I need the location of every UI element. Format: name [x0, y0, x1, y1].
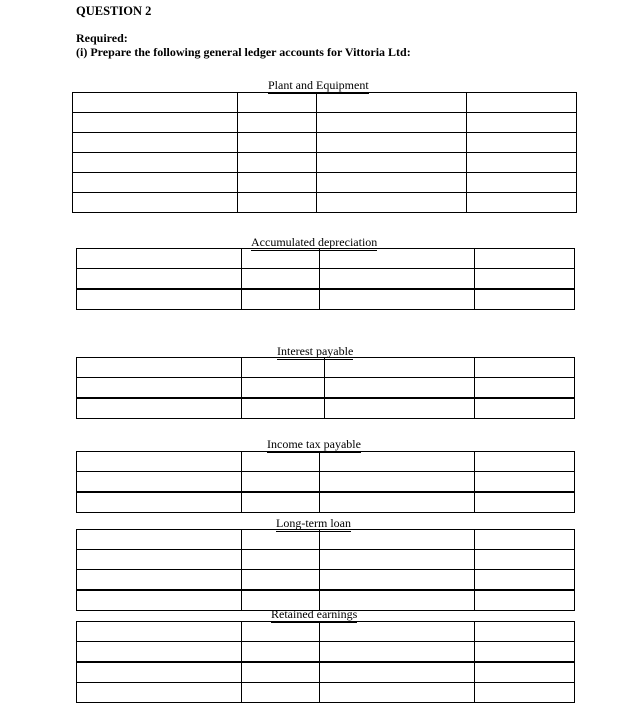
ledger-cell[interactable] [238, 133, 317, 153]
ledger-row [77, 492, 575, 513]
ledger-cell[interactable] [317, 113, 467, 133]
ledger-row [73, 113, 577, 133]
ledger-cell[interactable] [242, 378, 325, 399]
ledger-row [77, 550, 575, 570]
ledger-cell[interactable] [242, 622, 320, 642]
ledger-cell[interactable] [242, 269, 320, 290]
ledger-cell[interactable] [325, 358, 475, 378]
ledger-cell[interactable] [320, 642, 475, 663]
ledger-cell[interactable] [242, 570, 320, 591]
ledger-row [77, 289, 575, 310]
ledger-cell[interactable] [73, 173, 238, 193]
question-heading: QUESTION 2 [76, 4, 152, 18]
ledger-cell[interactable] [320, 622, 475, 642]
ledger-cell[interactable] [77, 570, 242, 591]
ledger-cell[interactable] [77, 662, 242, 683]
ledger-cell[interactable] [317, 173, 467, 193]
ledger-cell[interactable] [77, 590, 242, 611]
ledger-retained-earnings [76, 621, 575, 703]
ledger-cell[interactable] [475, 642, 575, 663]
ledger-row [77, 452, 575, 472]
ledger-cell[interactable] [317, 133, 467, 153]
ledger-cell[interactable] [467, 193, 577, 213]
ledger-cell[interactable] [467, 173, 577, 193]
ledger-cell[interactable] [475, 269, 575, 290]
ledger-row [73, 193, 577, 213]
account-title-text: Long-term loan [276, 516, 351, 530]
ledger-cell[interactable] [238, 113, 317, 133]
ledger-row [77, 530, 575, 550]
ledger-cell[interactable] [77, 530, 242, 550]
ledger-cell[interactable] [475, 398, 575, 419]
ledger-cell[interactable] [77, 492, 242, 513]
ledger-long-term-loan [76, 529, 575, 611]
ledger-cell[interactable] [475, 662, 575, 683]
ledger-cell[interactable] [325, 378, 475, 399]
required-label: Required: [76, 31, 128, 45]
ledger-row [77, 249, 575, 269]
account-title-plant-equipment [268, 78, 369, 93]
ledger-cell[interactable] [77, 452, 242, 472]
ledger-cell[interactable] [467, 113, 577, 133]
ledger-cell[interactable] [77, 550, 242, 570]
ledger-cell[interactable] [77, 642, 242, 663]
ledger-cell[interactable] [475, 550, 575, 570]
ledger-cell[interactable] [242, 530, 320, 550]
ledger-cell[interactable] [475, 622, 575, 642]
ledger-cell[interactable] [320, 570, 475, 591]
ledger-row [77, 622, 575, 642]
ledger-cell[interactable] [475, 452, 575, 472]
ledger-cell[interactable] [320, 269, 475, 290]
ledger-cell[interactable] [320, 550, 475, 570]
ledger-cell[interactable] [238, 173, 317, 193]
ledger-row [77, 642, 575, 663]
ledger-cell[interactable] [77, 472, 242, 493]
ledger-cell[interactable] [77, 249, 242, 269]
ledger-cell[interactable] [77, 622, 242, 642]
ledger-cell[interactable] [73, 133, 238, 153]
ledger-income-tax-payable [76, 451, 575, 513]
ledger-row [73, 93, 577, 113]
ledger-cell[interactable] [242, 358, 325, 378]
ledger-cell[interactable] [475, 378, 575, 399]
ledger-cell[interactable] [325, 398, 475, 419]
ledger-accumulated-depreciation [76, 248, 575, 310]
ledger-cell[interactable] [467, 153, 577, 173]
account-title-income-tax-payable [267, 437, 361, 452]
ledger-cell[interactable] [73, 153, 238, 173]
ledger-cell[interactable] [242, 452, 320, 472]
ledger-row [73, 153, 577, 173]
account-title-text: Income tax payable [267, 437, 361, 451]
ledger-row [77, 472, 575, 493]
ledger-cell[interactable] [475, 289, 575, 310]
account-title-retained-earnings [271, 607, 357, 622]
ledger-cell[interactable] [242, 492, 320, 513]
ledger-row [73, 173, 577, 193]
ledger-cell[interactable] [317, 153, 467, 173]
ledger-row [77, 358, 575, 378]
ledger-row [77, 662, 575, 683]
ledger-cell[interactable] [73, 93, 238, 113]
ledger-cell[interactable] [242, 642, 320, 663]
ledger-cell[interactable] [77, 398, 242, 419]
ledger-cell[interactable] [320, 289, 475, 310]
ledger-cell[interactable] [475, 492, 575, 513]
ledger-cell[interactable] [238, 153, 317, 173]
account-title-text: Retained earnings [271, 607, 358, 621]
ledger-cell[interactable] [320, 452, 475, 472]
instruction-text: (i) Prepare the following general ledger accounts for Vittoria Ltd: [76, 45, 411, 59]
ledger-cell[interactable] [320, 249, 475, 269]
ledger-cell[interactable] [317, 93, 467, 113]
ledger-row [77, 269, 575, 290]
ledger-plant-equipment [72, 92, 577, 213]
ledger-cell[interactable] [320, 662, 475, 683]
ledger-cell[interactable] [242, 472, 320, 493]
account-title-text: Accumulated depreciation [251, 235, 378, 249]
ledger-cell[interactable] [475, 358, 575, 378]
ledger-cell[interactable] [317, 193, 467, 213]
ledger-cell[interactable] [475, 570, 575, 591]
ledger-row [73, 133, 577, 153]
ledger-cell[interactable] [77, 378, 242, 399]
ledger-cell[interactable] [242, 550, 320, 570]
ledger-cell[interactable] [238, 193, 317, 213]
ledger-cell[interactable] [77, 358, 242, 378]
ledger-cell[interactable] [242, 249, 320, 269]
ledger-cell[interactable] [73, 113, 238, 133]
account-title-text: Interest payable [277, 344, 354, 358]
ledger-cell[interactable] [77, 289, 242, 310]
ledger-interest-payable [76, 357, 575, 419]
ledger-cell[interactable] [467, 133, 577, 153]
ledger-cell[interactable] [475, 530, 575, 550]
ledger-cell[interactable] [320, 492, 475, 513]
ledger-cell[interactable] [77, 269, 242, 290]
ledger-cell[interactable] [242, 662, 320, 683]
ledger-cell[interactable] [320, 472, 475, 493]
ledger-row [77, 398, 575, 419]
ledger-cell[interactable] [475, 590, 575, 611]
ledger-cell[interactable] [73, 193, 238, 213]
ledger-cell[interactable] [320, 530, 475, 550]
ledger-cell[interactable] [242, 289, 320, 310]
account-title-text: Plant and Equipment [268, 78, 369, 92]
ledger-row [77, 378, 575, 399]
ledger-cell[interactable] [475, 249, 575, 269]
ledger-cell[interactable] [238, 93, 317, 113]
ledger-cell[interactable] [475, 472, 575, 493]
ledger-row [77, 570, 575, 591]
ledger-cell[interactable] [242, 398, 325, 419]
ledger-cell[interactable] [467, 93, 577, 113]
